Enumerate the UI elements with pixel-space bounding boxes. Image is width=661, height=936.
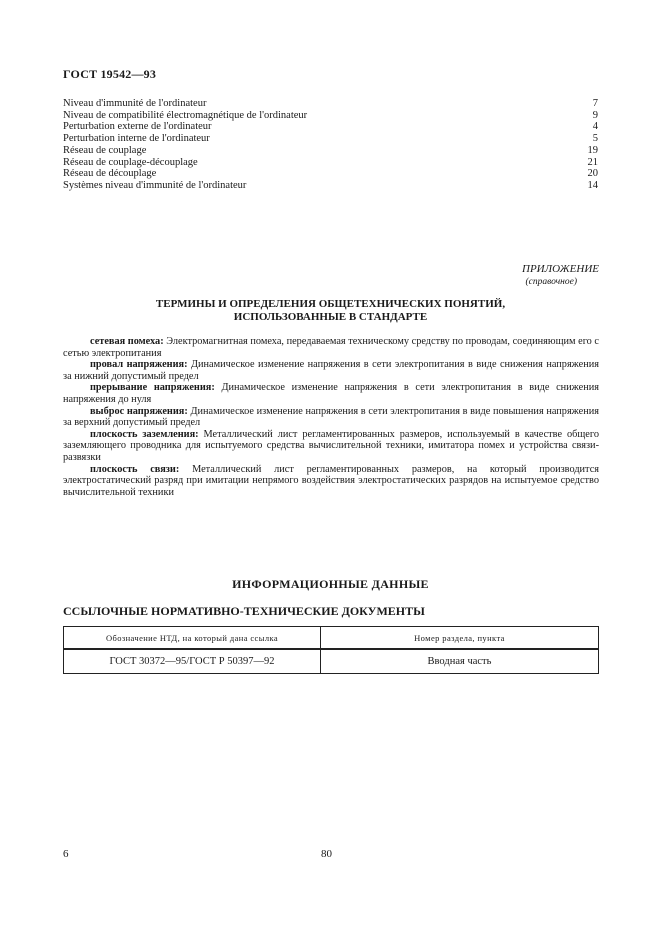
index-number: 19 xyxy=(587,144,598,156)
index-row xyxy=(63,110,598,122)
index-row xyxy=(63,121,598,133)
index-number: 7 xyxy=(592,98,598,109)
references-table xyxy=(63,626,599,674)
terms-list xyxy=(63,336,599,498)
index-term: Perturbation interne de l'ordinateur xyxy=(63,133,210,145)
info-data-title: ИНФОРМАЦИОННЫЕ ДАННЫЕ xyxy=(232,577,429,591)
term-entry xyxy=(63,336,599,359)
term-definition: Электромагнитная помеха, передаваемая техническому средству по проводам, соединяющим его с сетью электропитания xyxy=(63,336,599,359)
column-header-document: Обозначение НТД, на который дана ссылка xyxy=(64,627,321,650)
table-row xyxy=(64,649,599,674)
index-term: Niveau de compatibilité électromagnétique de l'ordinateur xyxy=(63,109,308,121)
index-term: Niveau d'immunité de l'ordinateur xyxy=(63,98,207,109)
column-header-section: Номер раздела, пункта xyxy=(321,627,599,650)
index-number: 14 xyxy=(587,179,598,191)
term-entry xyxy=(63,429,599,464)
term-name: выброс напряжения: xyxy=(90,405,188,417)
page-number-center: 80 xyxy=(321,848,332,860)
term-definition: Динамическое изменение напряжения в сети электропитания в виде снижения напряжения до нуля xyxy=(63,382,599,405)
index-number: 5 xyxy=(592,133,598,145)
appendix-title: ПРИЛОЖЕНИЕ xyxy=(522,263,599,275)
term-name: прерывание напряжения: xyxy=(90,382,215,394)
term-definition: Динамическое изменение напряжения в сети электропитания в виде повышения напряжения за верхний допустимый предел xyxy=(63,405,599,429)
index-number: 4 xyxy=(592,121,598,133)
index-row xyxy=(63,145,598,157)
cell-document: ГОСТ 30372—95/ГОСТ Р 50397—92 xyxy=(64,649,321,674)
table-header-row xyxy=(64,627,599,650)
index-term: Perturbation externe de l'ordinateur xyxy=(63,121,212,133)
term-entry xyxy=(63,406,599,429)
term-definition: Динамическое изменение напряжения в сети электропитания в виде снижения напряжения за нижний допустимый предел xyxy=(63,359,599,382)
term-name: плоскость заземления: xyxy=(90,428,199,440)
index-row xyxy=(63,180,598,192)
term-definition: Металлический лист регламентированных размеров, на который производится электростатический разряд при имитации непрямого воздействия электростатических разрядов на испытуемое средство вычислительной техники xyxy=(63,463,599,498)
section-heading-line1: ТЕРМИНЫ И ОПРЕДЕЛЕНИЯ ОБЩЕТЕХНИЧЕСКИХ ПОНЯТИЙ, xyxy=(155,298,506,310)
index-row xyxy=(63,133,598,145)
index-number: 21 xyxy=(587,156,598,168)
index-term: Réseau de couplage-découplage xyxy=(63,156,198,168)
index-row xyxy=(63,98,598,110)
appendix-type: (справочное) xyxy=(525,277,577,287)
index-row xyxy=(63,157,598,169)
term-entry xyxy=(63,382,599,405)
section-heading-line2: ИСПОЛЬЗОВАННЫЕ В СТАНДАРТЕ xyxy=(233,311,428,323)
term-name: провал напряжения: xyxy=(90,359,188,371)
term-definition: Металлический лист регламентированных размеров, используемый в качестве общего заземляющего проводника для испытуемого средства вычислительной техники, имитатора помех и устройства связи-развязки xyxy=(63,428,599,463)
index-term: Réseau de couplage xyxy=(63,144,147,156)
index-term: Systèmes niveau d'immunité de l'ordinateur xyxy=(63,179,247,191)
term-name: сетевая помеха: xyxy=(90,336,164,347)
term-name: плоскость связи: xyxy=(90,463,180,475)
term-entry xyxy=(63,464,599,499)
references-title: ССЫЛОЧНЫЕ НОРМАТИВНО-ТЕХНИЧЕСКИЕ ДОКУМЕНТЫ xyxy=(63,604,425,618)
document-title: ГОСТ 19542—93 xyxy=(63,67,157,81)
index-term: Réseau de découplage xyxy=(63,168,157,180)
cell-section: Вводная часть xyxy=(321,649,599,674)
term-entry xyxy=(63,359,599,382)
index-row xyxy=(63,168,598,180)
term-index xyxy=(63,98,598,192)
index-number: 9 xyxy=(592,109,598,121)
index-number: 20 xyxy=(587,168,598,180)
appendix-label xyxy=(522,263,599,289)
page-number-left: 6 xyxy=(63,848,69,860)
section-heading xyxy=(63,298,598,324)
